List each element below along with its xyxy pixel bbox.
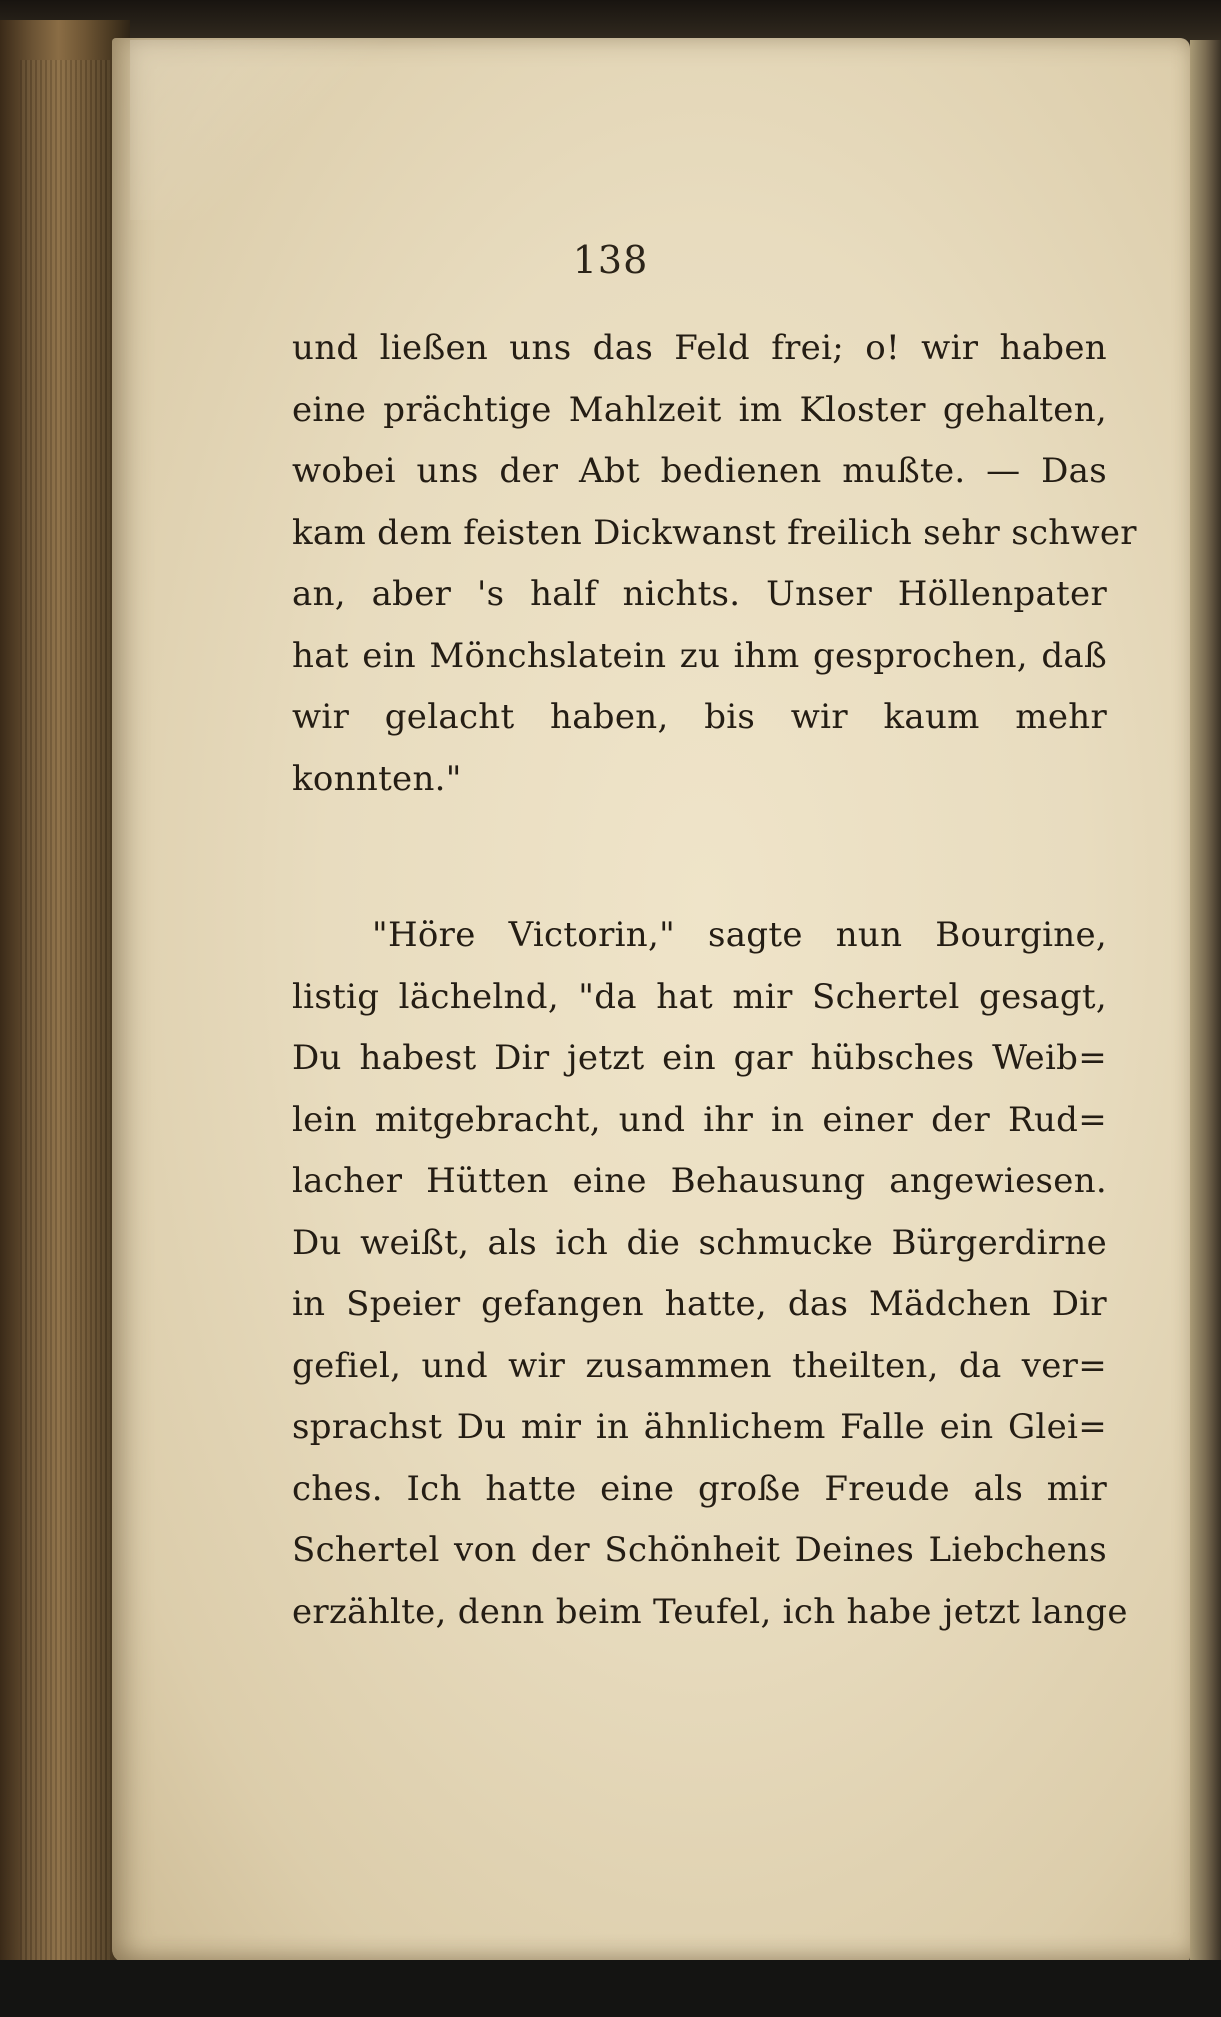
text-line: hat ein Mönchslatein zu ihm gesprochen, daß [292, 635, 1107, 676]
paragraph-2 [292, 905, 1128, 1643]
book-page-edges [0, 20, 130, 1980]
text-line: Du habest Dir jetzt ein gar hübsches Weib= [292, 1038, 1107, 1078]
text-line: wobei uns der Abt bedienen mußte. — Das [292, 451, 1107, 491]
page-right-shadow [1190, 40, 1221, 1970]
paragraph-gap [292, 810, 1107, 905]
text-line: erzählte, denn beim Teufel, ich habe jetzt lange [292, 1591, 1128, 1632]
text-line: sprachst Du mir in ähnlichem Falle ein Glei= [292, 1407, 1107, 1447]
text-line: listig lächelnd, "da hat mir Schertel gesagt, [292, 976, 1107, 1017]
text-line: Schertel von der Schönheit Deines Liebchens [292, 1530, 1107, 1570]
text-line: in Speier gefangen hatte, das Mädchen Dir [292, 1284, 1107, 1324]
page-text [292, 318, 1137, 1643]
text-line: gefiel, und wir zusammen theilten, da ver= [292, 1345, 1107, 1386]
text-line: lein mitgebracht, und ihr in einer der Rud= [292, 1099, 1107, 1140]
text-line: Du weißt, als ich die schmucke Bürgerdirne [292, 1222, 1107, 1263]
text-line: konnten." [292, 758, 462, 799]
text-line: und ließen uns das Feld frei; o! wir haben [292, 328, 1107, 368]
book-bottom-edge [0, 1960, 1221, 2017]
text-line: lacher Hütten eine Behausung angewiesen. [292, 1161, 1107, 1201]
text-line: an, aber 's half nichts. Unser Höllenpater [292, 574, 1107, 614]
text-line: kam dem feisten Dickwanst freilich sehr schwer [292, 512, 1137, 553]
page-number: 138 [572, 238, 649, 282]
text-line: eine prächtige Mahlzeit im Kloster gehalten, [292, 389, 1107, 430]
text-line: ches. Ich hatte eine große Freude als mir [292, 1468, 1107, 1509]
paragraph-1 [292, 318, 1137, 810]
page-edge-lines [20, 60, 110, 1960]
text-line: "Höre Victorin," sagte nun Bourgine, [372, 915, 1107, 955]
text-line: wir gelacht haben, bis wir kaum mehr [292, 697, 1107, 737]
